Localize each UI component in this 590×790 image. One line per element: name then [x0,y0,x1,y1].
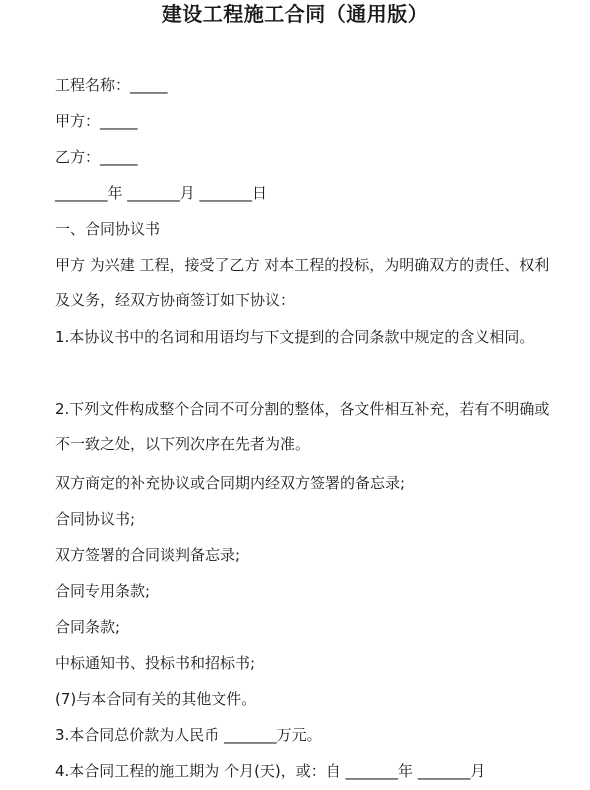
document-title: 建设工程施工合同（通用版） [161,2,429,26]
document-list-item: 合同专用条款; [55,582,151,600]
document-list-item: 合同协议书; [55,510,136,528]
clause-1: 1.本协议书中的名词和用语均与下文提到的合同条款中规定的含义相同。 [55,328,535,346]
clause-2: 2.下列文件构成整个合同不可分割的整体，各文件相互补充，若有不明确或不一致之处，以下列次序在先者为准。 [55,400,550,453]
document-list-item: 双方签署的合同谈判备忘录; [55,546,241,564]
clause-3: 3.本合同总价款为人民币 _______万元。 [55,726,322,744]
party-a-line: 甲方：_____ [55,112,138,130]
document-list-item: 中标通知书、投标书和招标书; [55,654,256,672]
document-list-item: 合同条款; [55,618,121,636]
intro-paragraph: 甲方 为兴建 工程，接受了乙方 对本工程的投标，为明确双方的责任、权利及义务，经双方协商签订如下协议： [55,256,550,309]
party-b-line: 乙方：_____ [55,148,138,166]
clause-4: 4.本合同工程的施工期为 个月(天)，或：自 _______年 _______月 [55,762,486,780]
date-line: _______年 _______月 _______日 [55,184,268,202]
document-list-item: (7)与本合同有关的其他文件。 [55,690,257,708]
project-name-line: 工程名称：_____ [55,76,168,94]
document-list-item: 双方商定的补充协议或合同期内经双方签署的备忘录; [55,474,406,492]
section-heading: 一、合同协议书 [55,220,161,238]
